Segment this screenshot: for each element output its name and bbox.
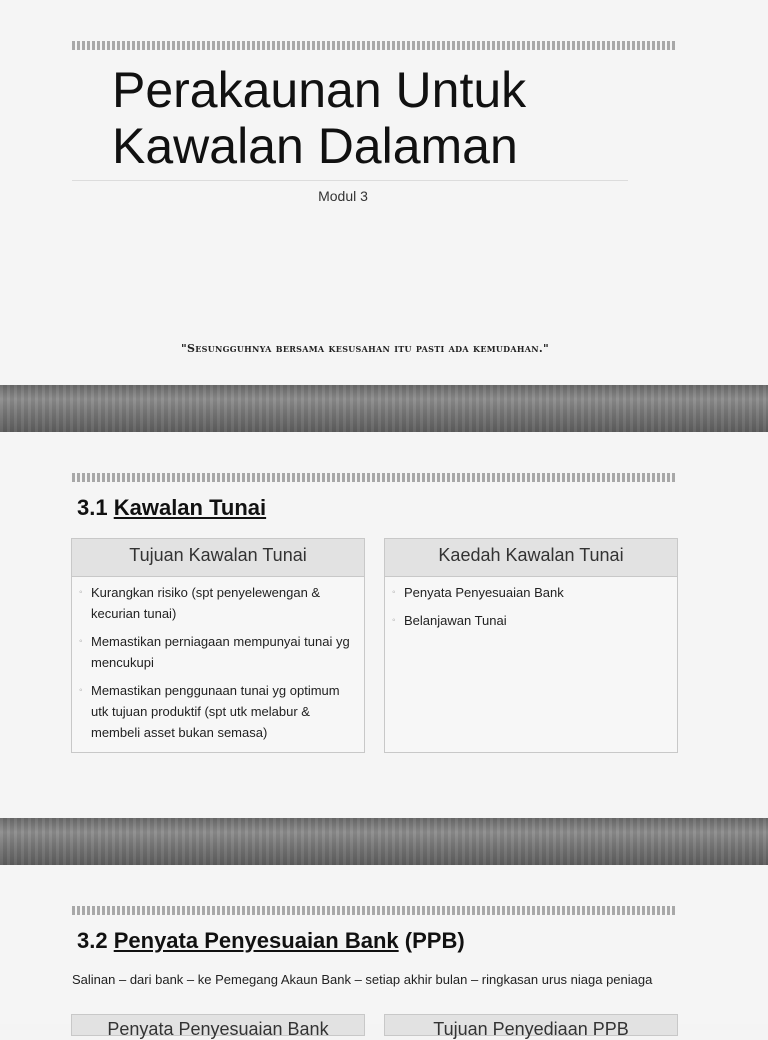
slide-title (0, 0, 768, 385)
box-tujuan-kawalan-tunai (71, 538, 365, 753)
section-title (77, 928, 465, 954)
subtitle: Modul 3 (318, 188, 368, 204)
section-title-text: Penyata Penyesuaian Bank (113, 928, 399, 953)
slide-ppb (0, 865, 768, 1024)
list-item: ◦ Belanjawan Tunai (404, 610, 667, 631)
list-item: ◦ Memastikan penggunaan tunai yg optimum utk tujuan produktif (spt utk melabur & membeli asset bukan semasa) (91, 680, 354, 743)
list-item: ◦ Kurangkan risiko (spt penyelewengan & kecurian tunai) (91, 582, 354, 624)
title-line-1: Perakaunan Untuk (112, 62, 527, 118)
box-penyata-penyesuaian-bank (71, 1014, 365, 1039)
section-title (77, 495, 266, 521)
section-title-suffix: (PPB) (404, 928, 465, 953)
bullet-list (72, 577, 364, 743)
decorative-hatch-bar (72, 41, 677, 50)
box-kaedah-kawalan-tunai (384, 538, 678, 753)
section-number: 3.2 (77, 928, 108, 953)
slide-separator (0, 385, 768, 432)
list-item: ◦ Penyata Penyesuaian Bank (404, 582, 667, 603)
box-tujuan-penyediaan-ppb (384, 1014, 678, 1039)
quote-text: "Sesungguhnya bersama kesusahan itu pasti ada kemudahan." (180, 342, 550, 355)
section-number: 3.1 (77, 495, 108, 520)
box-header: Tujuan Kawalan Tunai (72, 539, 364, 577)
box-header: Penyata Penyesuaian Bank (107, 1019, 329, 1039)
title-divider (72, 180, 628, 181)
slide-kawalan-tunai (0, 432, 768, 818)
bullet-list (385, 577, 677, 631)
page-title (112, 62, 672, 174)
definition-text: Salinan – dari bank – ke Pemegang Akaun Bank – setiap akhir bulan – ringkasan urus niaga peniaga (72, 972, 653, 987)
decorative-hatch-bar (72, 473, 677, 482)
list-item: ◦ Memastikan perniagaan mempunyai tunai yg mencukupi (91, 631, 354, 673)
box-header: Kaedah Kawalan Tunai (385, 539, 677, 577)
decorative-hatch-bar (72, 906, 677, 915)
section-title-text: Kawalan Tunai (113, 495, 267, 520)
title-line-2: Kawalan Dalaman (112, 118, 518, 174)
box-header: Tujuan Penyediaan PPB (433, 1019, 629, 1039)
slide-separator (0, 818, 768, 865)
